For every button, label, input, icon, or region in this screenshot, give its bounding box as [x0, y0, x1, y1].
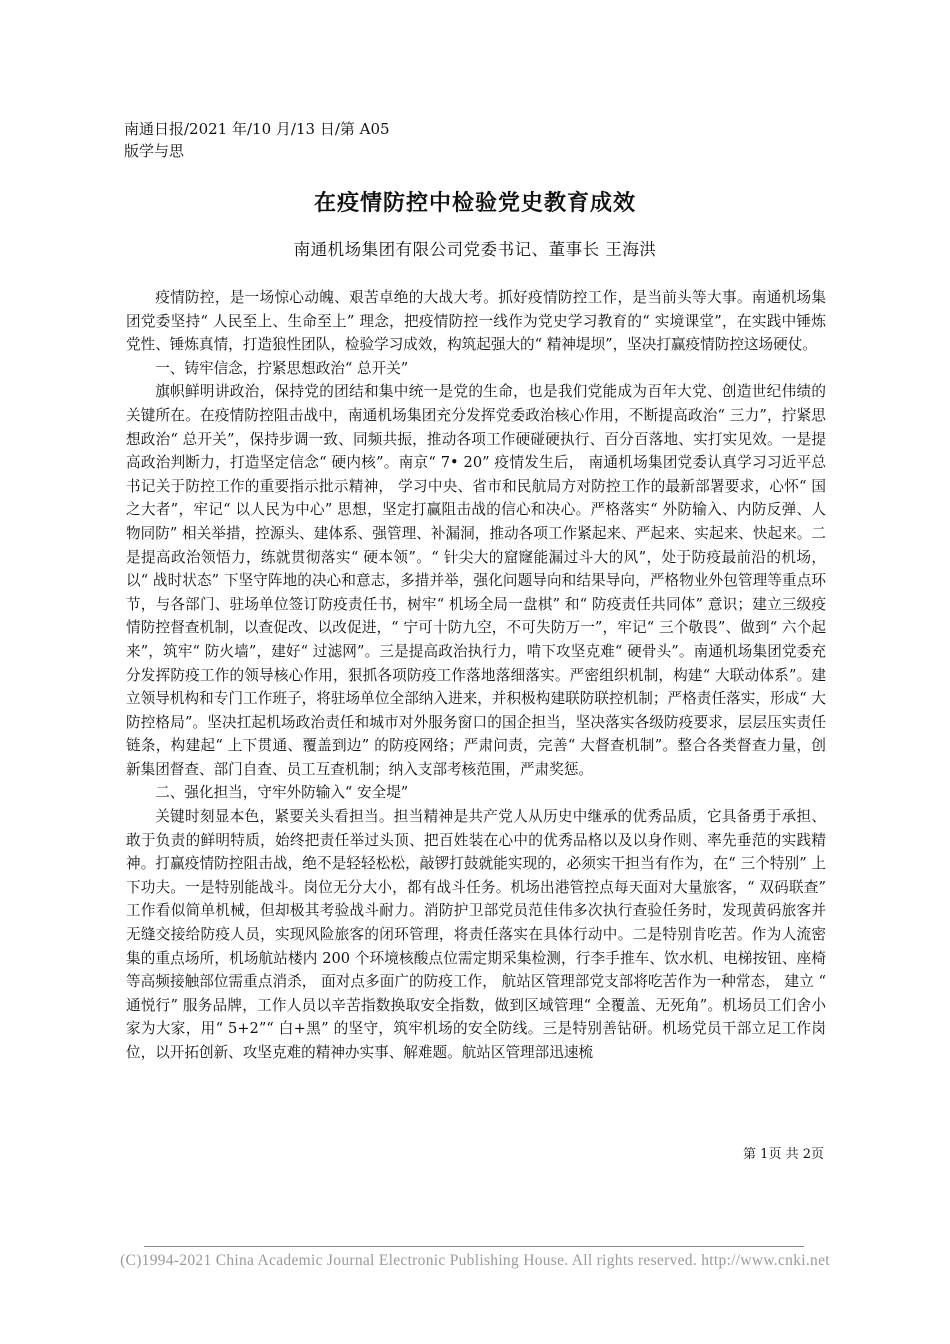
source-line: 南通日报/2021 年/10 月/13 日/第 A05 — [124, 120, 390, 138]
paragraph-section-1: 旗帜鲜明讲政治，保持党的团结和集中统一是党的生命，也是我们党能成为百年大党、创造世纪伟绩的关键所在。在疫情防控阻击战中，南通机场集团充分发挥党委政治核心作用，不断提高政治“ 三力”，拧紧思想政治“ 总开关”，保持步调一致、同频共振，推动各项工作硬碰硬执行、百分百落地、实打实见效。一是提高政治判断力，打造坚定信念“ 硬内核”。南京“ 7• 20” 疫情发生后， 南通机场集团党委认真学习习近平总书记关于防控工作的重要指示批示精神， 学习中央、省市和民航局方对防控工作的最新部署要求，心怀“ 国之大者”，牢记“ 以人民为中心” 思想，坚定打赢阻击战的信心和决心。严格落实“ 外防输入、内防反弹、人物同防” 相关举措，控源头、建体系、强管理、补漏洞，推动各项工作紧起来、严起来、实起来、快起来。二是提高政治领悟力，练就贯彻落实“ 硬本领”。“ 针尖大的窟窿能漏过斗大的风”，处于防疫最前沿的机场，以“ 战时状态” 下坚守阵地的决心和意志，多措并举，强化问题导向和结果导向，严格物业外包管理等重点环节，与各部门、驻场单位签订防疫责任书，树牢“ 机场全局一盘棋” 和“ 防疫责任共同体” 意识；建立三级疫情防控督查机制，以查促改、以改促进，“ 宁可十防九空，不可失防万一”，牢记“ 三个敬畏”、做到“ 六个起来”，筑牢“ 防火墙”，建好“ 过滤网”。三是提高政治执行力，啃下攻坚克难“ 硬骨头”。南通机场集团党委充分发挥防疫工作的领导核心作用，狠抓各项防疫工作落地落细落实。严密组织机制，构建“ 大联动体系”。建立领导机构和专门工作班子，将驻场单位全部纳入进来，并积极构建联防联控机制；严格责任落实，形成“ 大防控格局”。坚决扛起机场政治责任和城市对外服务窗口的国企担当，坚决落实各级防疫要求，层层压实责任链条，构建起“ 上下贯通、覆盖到边” 的防疫网络；严肃问责，完善“ 大督查机制”。整合各类督查力量，创新集团督查、部门自查、员工互查机制；纳入支部考核范围，严肃奖惩。 — [126, 383, 826, 778]
article-title: 在疫情防控中检验党史教育成效 — [313, 191, 636, 216]
paragraph-section-2: 关键时刻显本色，紧要关头看担当。担当精神是共产党人从历史中继承的优秀品质，它具备勇于承担、敢于负责的鲜明特质，始终把责任举过头顶、把百姓装在心中的优秀品格以及以身作则、率先垂范的实践精神。打赢疫情防控阻击战，绝不是轻轻松松，敲锣打鼓就能实现的，必须实干担当有作为，在“ 三个特别” 上下功夫。一是特别能战斗。岗位无分大小，都有战斗任务。机场出港管控点每天面对大量旅客，“ 双码联查” 工作看似简单机械，但却极其考验战斗耐力。消防护卫部党员范佳伟多次执行查验任务时，发现黄码旅客并无缝交接给防疫人员，实现风险旅客的闭环管理，将责任落实在具体行动中。二是特别肯吃苦。作为人流密集的重点场所，机场航站楼内 200 个环境核酸点位需定期采集检测，行李手推车、饮水机、电梯按钮、座椅等高频接触部位需重点消杀， 面对点多面广的防疫工作， 航站区管理部党支部将吃苦作为一种常态， 建立 “ 通悦行” 服务品牌，工作人员以辛苦指数换取安全指数，做到区域管理“ 全覆盖、无死角”。机场员工们舍小家为大家，用“ 5+2”“ 白+黑” 的坚守，筑牢机场的安全防线。三是特别善钻研。机场党员干部立足工作岗位，以开拓创新、攻坚克难的精神办实事、解难题。航站区管理部迅速梳 — [126, 808, 826, 1061]
section-heading-2: 二、强化担当，守牢外防输入“ 安全堤” — [155, 784, 409, 802]
section-line: 版学与思 — [124, 142, 185, 160]
page-indicator: 第 1页 共 2页 — [743, 1147, 824, 1162]
copyright-notice: (C)1994-2021 China Academic Journal Electronic Publishing House. All rights reserved. http://www.cnki.net — [120, 1252, 830, 1269]
article-author: 南通机场集团有限公司党委书记、董事长 王海洪 — [293, 240, 657, 259]
paragraph-intro: 疫情防控，是一场惊心动魄、艰苦卓绝的大战大考。抓好疫情防控工作，是当前头等大事。南通机场集团党委坚持“ 人民至上、生命至上” 理念，把疫情防控一线作为党史学习教育的“ 实境课堂”，在实践中锤炼党性、锤炼真情，打造狼性团队，检验学习成效，构筑起强大的“ 精神堤坝”，坚决打赢疫情防控这场硬仗。 — [126, 289, 826, 354]
article-body — [126, 286, 826, 1065]
footer-divider — [144, 1246, 804, 1247]
section-heading-1: 一、铸牢信念，拧紧思想政治“ 总开关” — [155, 359, 409, 377]
article-meta — [124, 118, 390, 162]
